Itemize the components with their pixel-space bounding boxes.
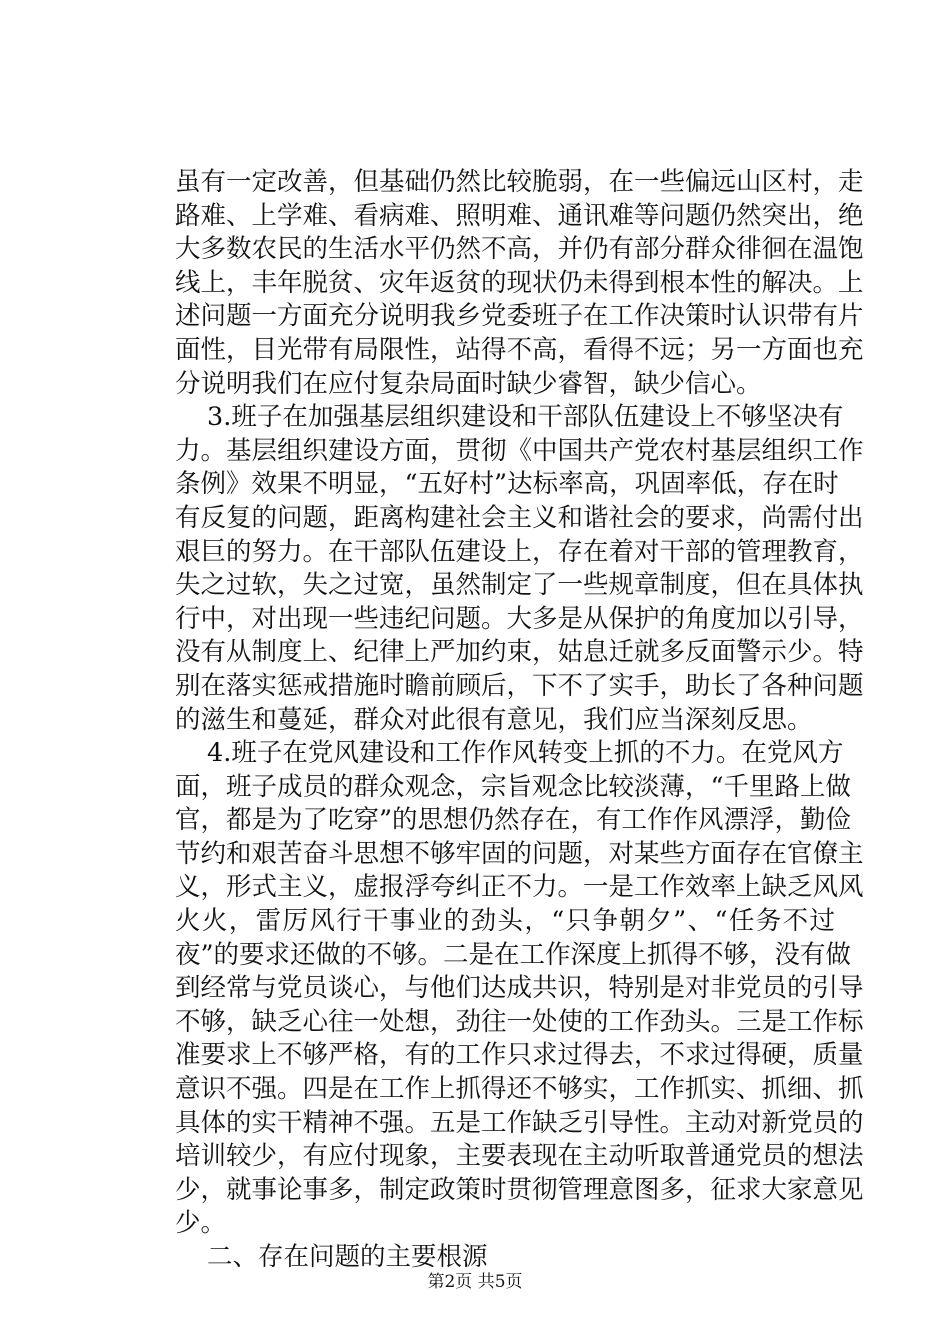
text-line: 准要求上不够严格，有的工作只求过得去，不求过得硬，质量 [175,1040,864,1071]
text-line: 力。基层组织建设方面，贯彻《中国共产党农村基层组织工作 [175,435,864,466]
text-line: 行中，对出现一些违纪问题。大多是从保护的角度加以引导， [175,603,864,634]
text-line: 失之过软，失之过宽，虽然制定了一些规章制度，但在具体执 [175,570,864,601]
text-line: 没有从制度上、纪律上严加约束，姑息迁就多反面警示少。特 [175,637,864,668]
text-line: 火火，雷厉风行干事业的劲头，“只争朝夕”、“任务不过 [175,906,835,937]
text-line: 到经常与党员谈心，与他们达成共识，特别是对非党员的引导 [175,973,864,1004]
page-footer [0,1272,950,1292]
text-line: 节约和艰苦奋斗思想不够牢固的问题，对某些方面存在官僚主 [175,838,864,869]
text-line: 夜”的要求还做的不够。二是在工作深度上抓得不够，没有做 [175,939,852,970]
paragraph-3-heading-line: 3.班子在加强基层组织建设和干部队伍建设上不够坚决有 [207,402,844,433]
text-line: 述问题一方面充分说明我乡党委班子在工作决策时认识带有片 [175,301,864,332]
text-line: 官，都是为了吃穿”的思想仍然存在，有工作作风漂浮，勤俭 [175,805,852,836]
paragraph-4-heading-line: 4.班子在党风建设和工作作风转变上抓的不力。在党风方 [207,738,844,769]
text-line: 具体的实干精神不强。五是工作缺乏引导性。主动对新党员的 [175,1107,864,1138]
text-line: 大多数农民的生活水平仍然不高，并仍有部分群众徘徊在温饱 [175,234,864,265]
text-line: 的滋生和蔓延，群众对此很有意见，我们应当深刻反思。 [175,704,813,735]
text-line: 面性，目光带有局限性，站得不高，看得不远；另一方面也充 [175,334,864,365]
section-heading: 二、存在问题的主要根源 [207,1242,488,1272]
text-line: 培训较少，有应付现象，主要表现在主动听取普通党员的想法 [175,1141,864,1172]
text-line: 分说明我们在应付复杂局面时缺少睿智，缺少信心。 [175,368,762,399]
text-line: 虽有一定改善，但基础仍然比较脆弱，在一些偏远山区村，走 [175,167,864,197]
text-line: 线上，丰年脱贫、灾年返贫的现状仍未得到根本性的解决。上 [175,267,864,298]
document-body [175,166,864,1275]
text-line: 少。 [175,1208,227,1239]
text-line: 条例》效果不明显，“五好村”达标率高，巩固率低，存在时 [175,469,839,500]
text-line: 义，形式主义，虚报浮夸纠正不力。一是工作效率上缺乏风风 [175,872,864,903]
page-number-label: 第2页 共5页 [427,1272,523,1292]
text-line: 少，就事论事多，制定政策时贯彻管理意图多，征求大家意见 [175,1174,864,1205]
text-line: 意识不强。四是在工作上抓得还不够实，工作抓实、抓细、抓 [175,1074,864,1105]
text-line: 路难、上学难、看病难、照明难、通讯难等问题仍然突出，绝 [175,200,864,231]
text-line: 面，班子成员的群众观念，宗旨观念比较淡薄，“千里路上做 [175,771,852,802]
text-line: 别在落实惩戒措施时瞻前顾后，下不了实手，助长了各种问题 [175,670,864,701]
text-line: 艰巨的努力。在干部队伍建设上，存在着对干部的管理教育， [175,536,864,567]
text-line: 有反复的问题，距离构建社会主义和谐社会的要求，尚需付出 [175,502,864,533]
text-line: 不够，缺乏心往一处想，劲往一处使的工作劲头。三是工作标 [175,1006,864,1037]
